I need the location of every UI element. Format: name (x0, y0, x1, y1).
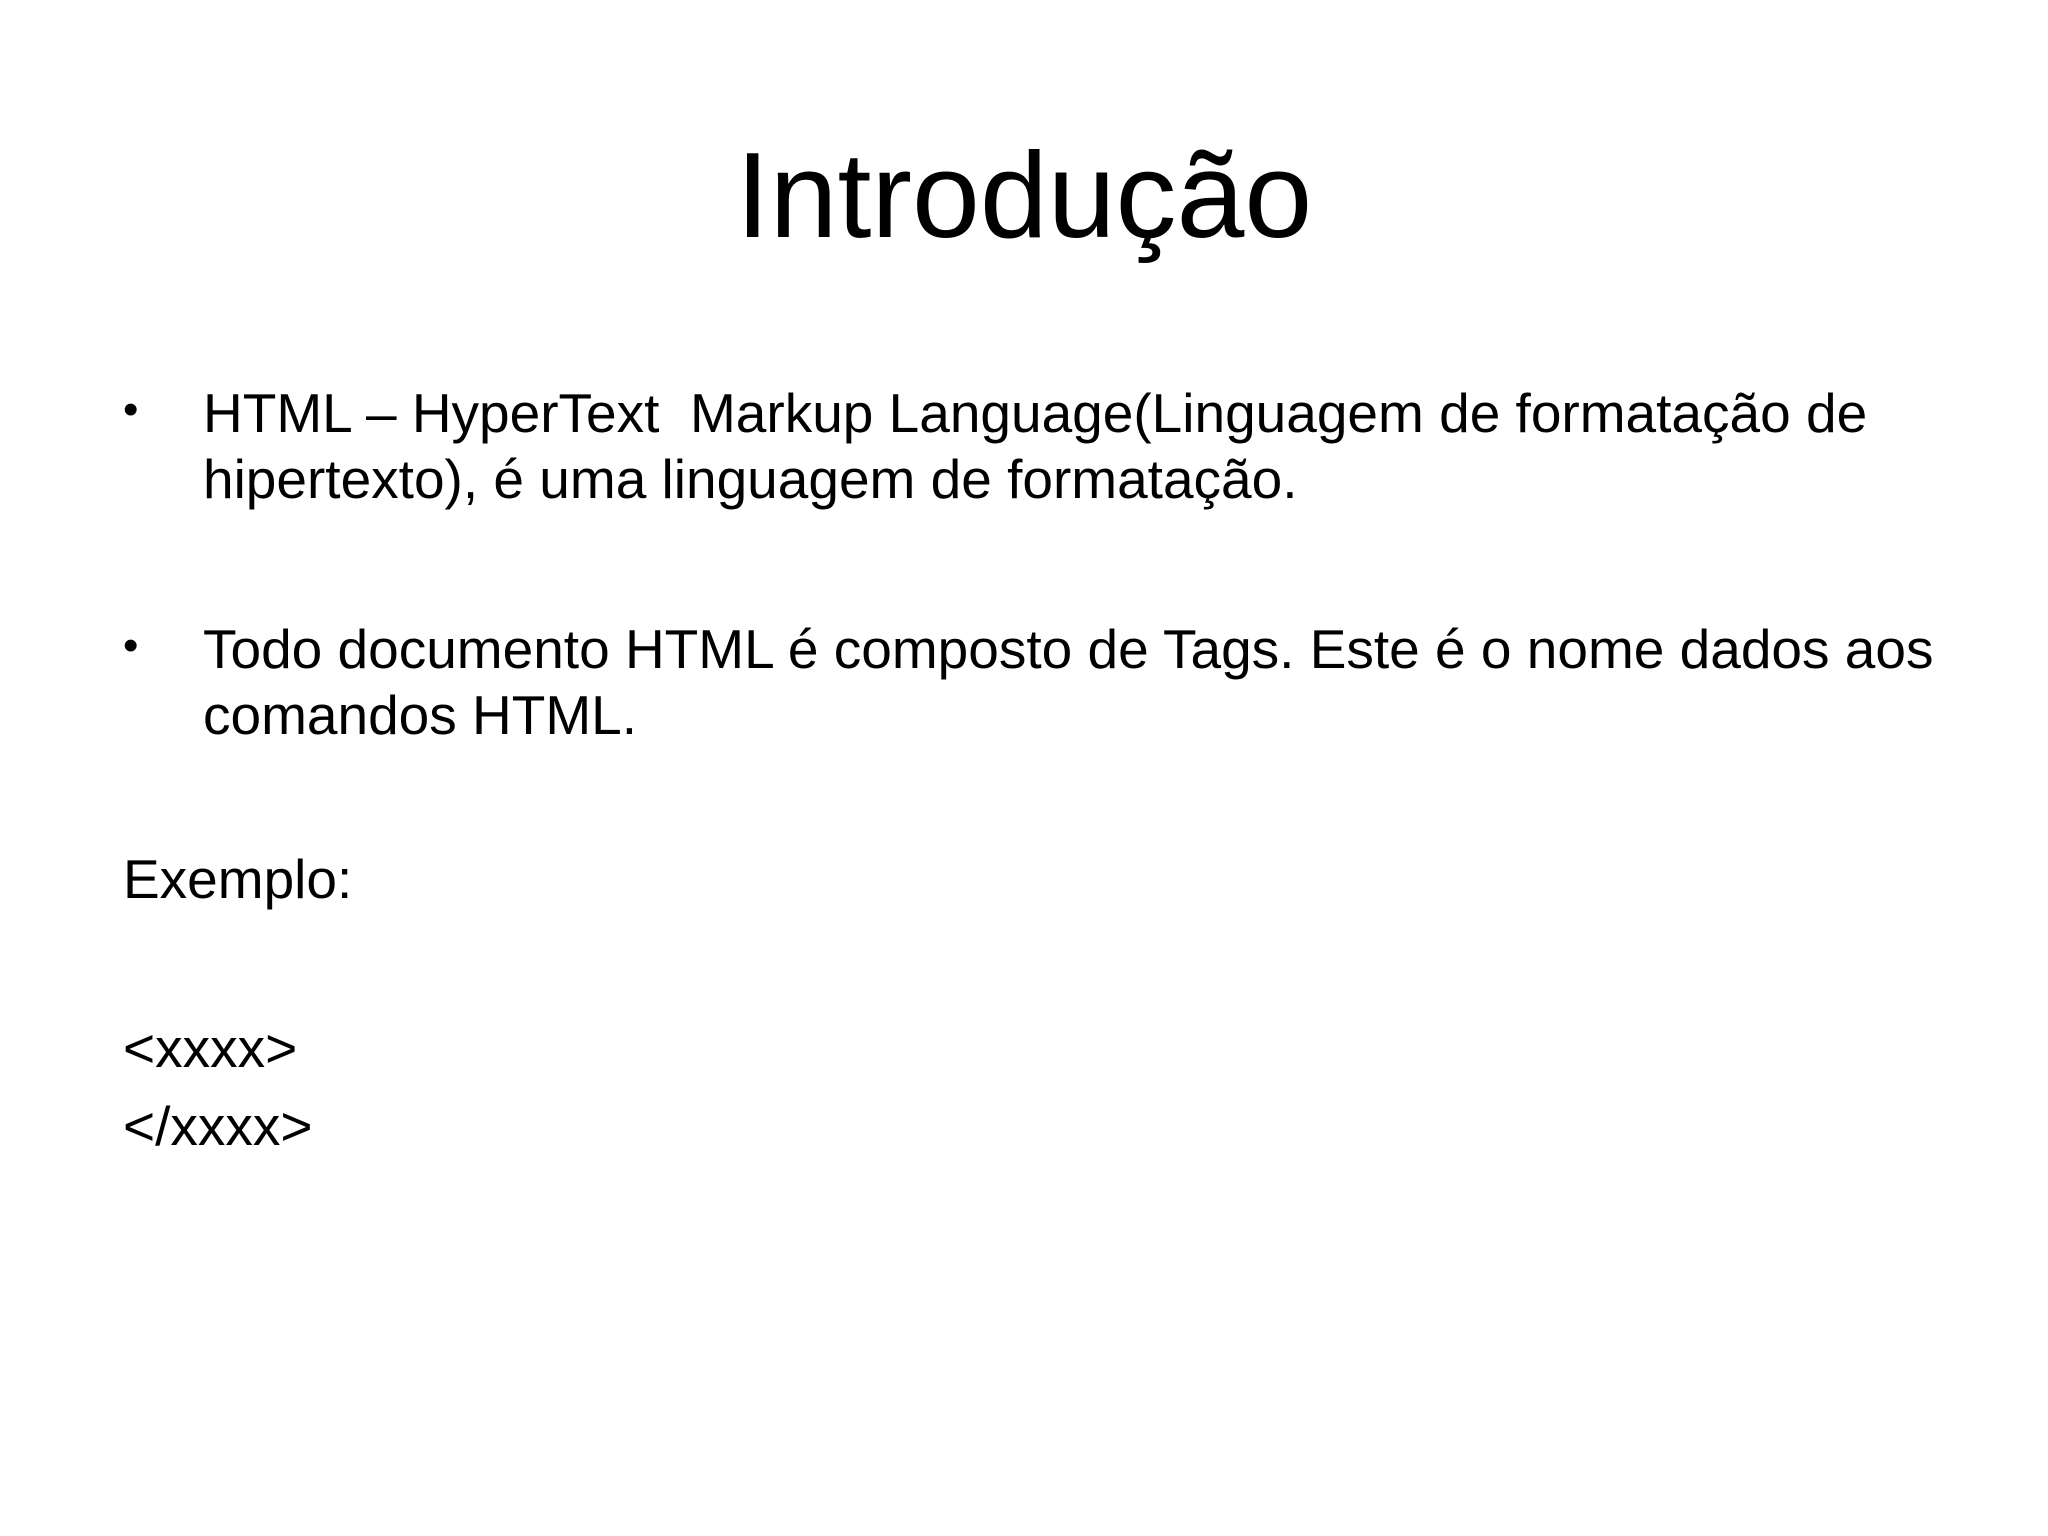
bullet-icon: • (123, 621, 139, 670)
example-label: Exemplo: (123, 848, 353, 910)
bullet-text: HTML – HyperText Markup Language(Linguagem de formatação de hipertexto), é uma linguagem de formatação. (203, 382, 1883, 510)
example-open-tag: <xxxx> (123, 1017, 298, 1079)
bullet-text: Todo documento HTML é composto de Tags. Este é o nome dados aos comandos HTML. (203, 618, 1949, 746)
slide-title: Introdução (735, 127, 1313, 263)
bullet-item-tags (123, 616, 1953, 748)
bullet-item-html-definition (123, 380, 1953, 512)
bullet-icon: • (123, 385, 139, 434)
bullet-list (123, 380, 1953, 748)
example-close-tag: </xxxx> (123, 1095, 313, 1157)
